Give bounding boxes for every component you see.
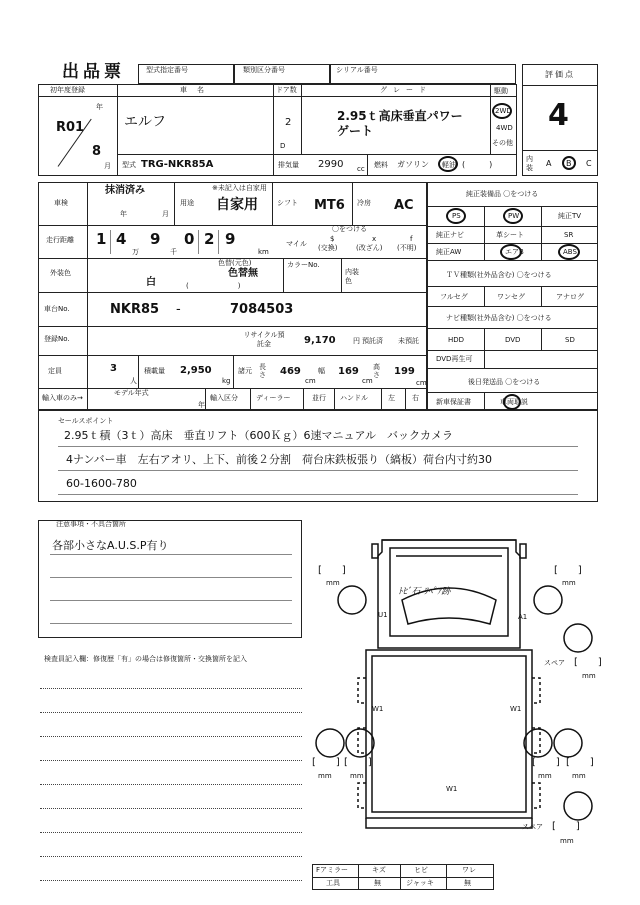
drive-4wd: 4WD — [496, 124, 513, 132]
altered-label: (改ざん) — [356, 244, 383, 252]
mm-spare-top: mm — [582, 672, 596, 680]
fuel-label: 燃料 — [374, 161, 388, 169]
import-parallel: 並行 — [312, 394, 326, 402]
tv-type-title: ＴＶ種類(社外品含む) 〇をつける — [446, 271, 552, 279]
capacity-unit: 人 — [130, 377, 137, 385]
diagram-w1-left: W1 — [372, 705, 384, 713]
serial-label: シリアル番号 — [336, 66, 378, 74]
legend-r2c4: 無 — [464, 879, 471, 887]
legend-r2c3: ジャッキ — [406, 879, 434, 887]
cc-unit: cc — [357, 165, 365, 173]
equip-airbag: エアB — [505, 248, 524, 256]
truck-diagram — [310, 528, 610, 858]
mm-rr2: mm — [572, 772, 586, 780]
notes-box — [38, 520, 302, 638]
load-value: 2,950 — [180, 365, 212, 376]
legend-r1c2: キズ — [372, 866, 386, 874]
tv-fullseg: フルセグ — [440, 293, 468, 301]
width-value: 169 — [338, 366, 359, 377]
equip-airbag-circle — [500, 244, 522, 260]
equip-navi: 純正ナビ — [436, 231, 464, 239]
interior-c: C — [586, 159, 592, 168]
sales-label: セールスポイント — [58, 417, 114, 425]
equipment-title: 純正装備品 〇をつける — [466, 190, 539, 198]
recycle-label: リサイクル預託金 — [243, 331, 285, 348]
sales-line2: 4ナンバー車 左右アオリ、上下、前後２分割 荷台床鉄板張り（縞板）荷台内寸約30 — [66, 453, 493, 466]
grade-line1: 2.95ｔ高床垂直パワー — [337, 109, 463, 123]
type-value: TRG-NKR85A — [141, 159, 214, 170]
equip-ps-circle — [446, 208, 466, 224]
recycle-unit: 円 — [353, 337, 360, 345]
recycle-paid: 預託済 — [362, 337, 383, 345]
equip-pw: PW — [508, 212, 520, 220]
later-manual: 車両取説 — [500, 398, 528, 406]
exchange-label: (交換) — [318, 244, 338, 252]
bracket-spare-top: [ ] — [574, 657, 602, 668]
score-value: 4 — [548, 98, 569, 133]
mileage-digit: 2 — [204, 230, 215, 248]
mileage-mile: マイル — [286, 240, 307, 248]
color-no-label: カラーNo. — [287, 261, 320, 269]
navi-hdd: HDD — [448, 336, 465, 344]
mm-rl2: mm — [350, 772, 364, 780]
exterior-value: 白 — [146, 277, 156, 288]
import-label: 輸入車のみ→ — [42, 394, 83, 402]
first-reg-year-label: 年 — [96, 103, 103, 111]
color-change-label: 色替(元色) — [218, 259, 252, 267]
spare-top-label: スペア — [544, 659, 565, 667]
import-type-label: 輸入区分 — [210, 394, 238, 402]
height-value: 199 — [394, 366, 415, 377]
dims-label: 諸元 — [238, 367, 252, 375]
dvd-play: DVD再生可 — [436, 355, 473, 363]
chassis-label: 車台No. — [44, 305, 70, 313]
load-label: 積載量 — [144, 367, 165, 375]
diagram-a1: A1 — [518, 613, 528, 621]
usage-value: 自家用 — [216, 197, 258, 213]
length-label: 長さ — [259, 363, 266, 379]
interior-label: 内装 — [526, 155, 533, 172]
altered-symbol: x — [372, 235, 377, 243]
ac-label: 冷房 — [357, 199, 371, 207]
shift-value: MT6 — [314, 198, 345, 213]
interior-b: B — [566, 159, 572, 168]
capacity-value: 3 — [110, 363, 117, 374]
chassis-prefix: NKR85 — [110, 302, 160, 317]
model-year-suffix: 年 — [198, 401, 205, 409]
import-dealer: ディーラー — [256, 394, 291, 402]
legend-r1c1: Fアミラー — [316, 866, 349, 874]
equip-leather: 革シート — [496, 231, 524, 239]
interior-color-label: 内装色 — [345, 268, 359, 285]
bracket-rl1: [ ] — [312, 757, 340, 768]
later-title: 後日発送品 〇をつける — [468, 378, 541, 386]
handle-right: 右 — [412, 394, 419, 402]
fuel-diesel: 軽油 — [442, 161, 456, 169]
later-warranty: 新車保証書 — [436, 398, 471, 406]
spare-bottom-label: スペア — [522, 823, 543, 831]
equip-abs-circle — [558, 244, 580, 260]
bracket-fl: [ ] — [318, 565, 346, 576]
navi-sd: SD — [565, 336, 575, 344]
interior-a: A — [546, 159, 552, 168]
first-reg-label: 初年度登録 — [50, 86, 85, 94]
doors-label: ドア数 — [276, 86, 297, 94]
equip-aw: 純正AW — [436, 248, 462, 256]
load-unit: kg — [222, 377, 231, 385]
form-title: 出品票 — [62, 62, 125, 82]
equip-tv: 純正TV — [558, 212, 582, 220]
mm-rl1: mm — [318, 772, 332, 780]
diagram-w1-right: W1 — [510, 705, 522, 713]
notes-text: 各部小さなA.U.S.P有り — [52, 539, 169, 552]
legend-r2c1: 工具 — [326, 879, 340, 887]
drive-label: 駆動 — [494, 87, 508, 95]
color-change-value: 色替無 — [228, 268, 258, 279]
drive-2wd: 2WD — [495, 107, 512, 115]
interior-b-circle — [562, 156, 576, 170]
displacement-label: 排気量 — [278, 161, 299, 169]
bracket-rr2: [ ] — [566, 757, 594, 768]
length-value: 469 — [280, 366, 301, 377]
mm-fr: mm — [562, 579, 576, 587]
equip-abs: ABS — [563, 248, 577, 256]
height-label: 高さ — [373, 363, 380, 379]
mileage-digit: 1 — [96, 230, 107, 248]
bracket-fr: [ ] — [554, 565, 582, 576]
later-manual-circle — [503, 394, 521, 410]
fuel-paren: ( ) — [462, 160, 493, 169]
doors-suffix: D — [280, 142, 286, 150]
mileage-digit: 9 — [225, 230, 236, 248]
legend-r1c3: ヒビ — [414, 866, 428, 874]
mileage-digit: 9 — [150, 230, 161, 248]
private-note: ※未記入は自家用 — [212, 184, 267, 192]
width-label: 幅 — [318, 367, 325, 375]
registration-label: 登録No. — [44, 335, 70, 343]
grade-line2: ゲート — [337, 124, 374, 138]
doors-value: 2 — [285, 117, 292, 128]
unknown-symbol: f — [410, 235, 413, 243]
capacity-label: 定員 — [48, 367, 62, 375]
mileage-unit-man: 万 — [132, 248, 139, 256]
mileage-unit-sen: 千 — [170, 248, 177, 256]
fuel-diesel-circle — [438, 156, 458, 172]
length-unit: cm — [305, 377, 316, 385]
diagram-u1: U1 — [378, 611, 388, 619]
recycle-unpaid: 未預託 — [398, 337, 419, 345]
first-reg-month-label: 月 — [104, 162, 111, 170]
diagram-w1-rear: W1 — [446, 785, 458, 793]
first-reg-era: R01 — [56, 120, 85, 135]
usage-label: 用途 — [180, 199, 194, 207]
bracket-rl2: [ ] — [344, 757, 372, 768]
chassis-dash: - — [176, 302, 181, 317]
model-number-label: 型式指定番号 — [146, 66, 188, 74]
sales-line3: 60-1600-780 — [66, 477, 137, 490]
fuel-gasoline: ガソリン — [397, 160, 429, 169]
mm-spare-bottom: mm — [560, 837, 574, 845]
mileage-label: 走行距離 — [46, 236, 74, 244]
notes-label: 注意事項・不具合箇所 — [56, 520, 126, 528]
exterior-label: 外装色 — [50, 269, 71, 277]
equip-sr: SR — [564, 231, 574, 239]
mileage-note: 〇をつける — [332, 225, 367, 233]
tv-analog: アナログ — [556, 293, 584, 301]
category-label: 類別区分番号 — [243, 66, 285, 74]
handle-label: ハンドル — [340, 394, 368, 402]
recycle-amount: 9,170 — [304, 335, 336, 346]
navi-dvd: DVD — [505, 336, 521, 344]
equip-pw-circle — [503, 208, 523, 224]
first-reg-month: 8 — [92, 144, 102, 159]
displacement-value: 2990 — [318, 159, 344, 170]
unknown-label: (不明) — [397, 244, 417, 252]
legend-r2c2: 無 — [374, 879, 381, 887]
inspection-label: 車検 — [54, 199, 68, 207]
drive-other: その他 — [492, 139, 513, 147]
width-unit: cm — [362, 377, 373, 385]
inspection-value: 抹消済み — [105, 185, 145, 196]
windshield-note: ﾄﾋﾞ石 ﾘﾍﾟｱ跡 — [398, 587, 451, 597]
drive-2wd-circle — [492, 103, 512, 119]
model-year-label: モデル年式 — [114, 389, 149, 397]
exchange-symbol: $ — [330, 235, 335, 243]
equip-ps: PS — [452, 212, 461, 220]
mileage-unit-km: km — [258, 248, 269, 256]
chassis-number: 7084503 — [230, 302, 294, 317]
legend-r1c4: ワレ — [462, 866, 476, 874]
mm-rr1: mm — [538, 772, 552, 780]
handle-left: 左 — [388, 394, 395, 402]
ac-value: AC — [394, 198, 414, 213]
mm-fl: mm — [326, 579, 340, 587]
bracket-spare-bottom: [ ] — [552, 821, 580, 832]
tv-oneseg: ワンセグ — [497, 293, 525, 301]
inspector-label: 検査員記入欄：修復歴「有」の場合は修復箇所・交換箇所を記入 — [44, 655, 247, 663]
inspection-year-label: 年 — [120, 210, 127, 218]
grade-label: グレード — [380, 86, 432, 94]
bracket-rr1: [ ] — [532, 757, 560, 768]
shift-label: シフト — [277, 199, 298, 207]
score-label: 評価点 — [545, 70, 575, 79]
type-label: 型式 — [122, 161, 136, 169]
mileage-digit: 4 — [116, 230, 127, 248]
mileage-digit: 0 — [184, 230, 195, 248]
car-name: エルフ — [124, 114, 166, 130]
height-unit: cm — [416, 379, 427, 387]
sales-line1: 2.95ｔ積（3ｔ）高床 垂直リフト（600Ｋｇ）6速マニュアル バックカメラ — [64, 429, 454, 442]
color-paren: ( ) — [186, 282, 241, 290]
navi-type-title: ナビ種類(社外品含む) 〇をつける — [446, 314, 552, 322]
inspection-month-label: 月 — [162, 210, 169, 218]
car-name-label: 車名 — [180, 86, 214, 94]
